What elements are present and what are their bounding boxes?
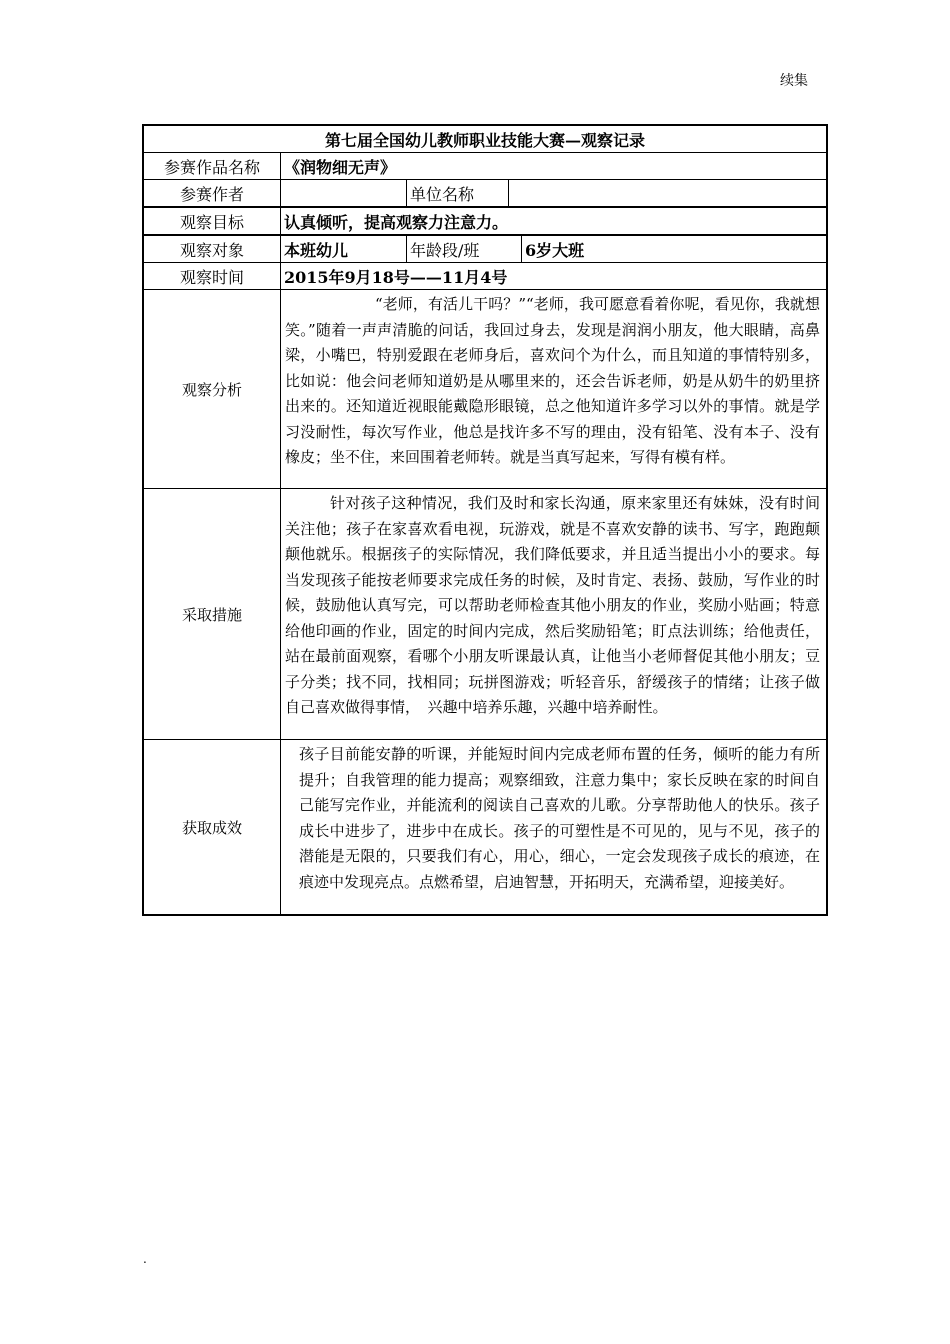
results-label: 获取成效 xyxy=(144,740,281,914)
goal-value: 认真倾听，提高观察力注意力。 xyxy=(284,212,509,232)
object-row xyxy=(144,236,826,263)
observation-record-form xyxy=(142,124,828,916)
author-label: 参赛作者 xyxy=(144,180,281,206)
footer-mark: . xyxy=(143,1252,147,1266)
analysis-label: 观察分析 xyxy=(144,290,281,488)
age-value: 6岁大班 xyxy=(525,240,585,260)
time-label: 观察时间 xyxy=(144,263,281,289)
time-row xyxy=(144,263,826,290)
measures-row xyxy=(144,489,826,740)
analysis-row xyxy=(144,290,826,489)
author-row xyxy=(144,180,826,208)
object-label: 观察对象 xyxy=(144,236,281,262)
unit-label: 单位名称 xyxy=(407,180,509,206)
author-value xyxy=(281,180,407,206)
object-value: 本班幼儿 xyxy=(281,236,407,262)
results-text: 孩子目前能安静的听课，并能短时间内完成老师布置的任务，倾听的能力有所提升；自我管理的能力提高；观察细致，注意力集中；家长反映在家的时间自己能写完作业，并能流利的阅读自己喜欢的儿歌。分享帮助他人的快乐。孩子成长中进步了，进步中在成长。孩子的可塑性是不可见的，见与不见，孩子的潜能是无限的，只要我们有心，用心，细心，一定会发现孩子成长的痕迹，在痕迹中发现亮点。点燃希望，启迪智慧，开拓明天，充满希望，迎接美好。 xyxy=(299,745,820,891)
analysis-text: “老师，有活儿干吗？”“老师，我可愿意看着你呢，看见你，我就想笑。”随着一声声清脆的问话，我回过身去，发现是润润小朋友，他大眼睛，高鼻梁，小嘴巴，特别爱跟在老师身后，喜欢问个为什么，而且知道的事情特别多，比如说：他会问老师知道奶是从哪里来的，还会告诉老师，奶是从奶牛的奶里挤出来的。还知道近视眼能戴隐形眼镜，总之他知道许多学习以外的事情。就是学习没耐性，每次写作业，他总是找许多不写的理由，没有铅笔、没有本子、没有橡皮；坐不住，来回围着老师转。就是当真写起来，写得有模有样。 xyxy=(285,295,820,466)
goal-row xyxy=(144,208,826,236)
age-label: 年龄段/班 xyxy=(407,236,522,262)
time-value: 2015年9月18号——11月4号 xyxy=(284,267,508,287)
goal-label: 观察目标 xyxy=(144,208,281,234)
form-title: 第七届全国幼儿教师职业技能大赛—观察记录 xyxy=(324,130,645,150)
work-name-value: 《润物细无声》 xyxy=(284,157,397,177)
work-name-row xyxy=(144,153,826,180)
header-note: 续集 xyxy=(780,73,808,89)
title-row xyxy=(144,126,826,153)
results-row xyxy=(144,740,826,914)
measures-text: 针对孩子这种情况，我们及时和家长沟通，原来家里还有妹妹，没有时间关注他；孩子在家喜欢看电视，玩游戏，就是不喜欢安静的读书、写字，跑跑颠颠他就乐。根据孩子的实际情况，我们降低要求，并且适当提出小小的要求。每当发现孩子能按老师要求完成任务的时候，及时肯定、表扬、鼓励，写作业的时候，鼓励他认真写完，可以帮助老师检查其他小朋友的作业，奖励小贴画；特意给他印画的作业，固定的时间内完成，然后奖励铅笔；盯点法训练；给他责任，站在最前面观察，看哪个小朋友听课最认真，让他当小老师督促其他小朋友；豆子分类；找不同，找相同；玩拼图游戏；听轻音乐，舒缓孩子的情绪；让孩子做自己喜欢做得事情， 兴趣中培养乐趣，兴趣中培养耐性。 xyxy=(285,494,820,716)
unit-value xyxy=(509,180,826,206)
work-name-label: 参赛作品名称 xyxy=(144,153,281,179)
measures-label: 采取措施 xyxy=(144,489,281,739)
